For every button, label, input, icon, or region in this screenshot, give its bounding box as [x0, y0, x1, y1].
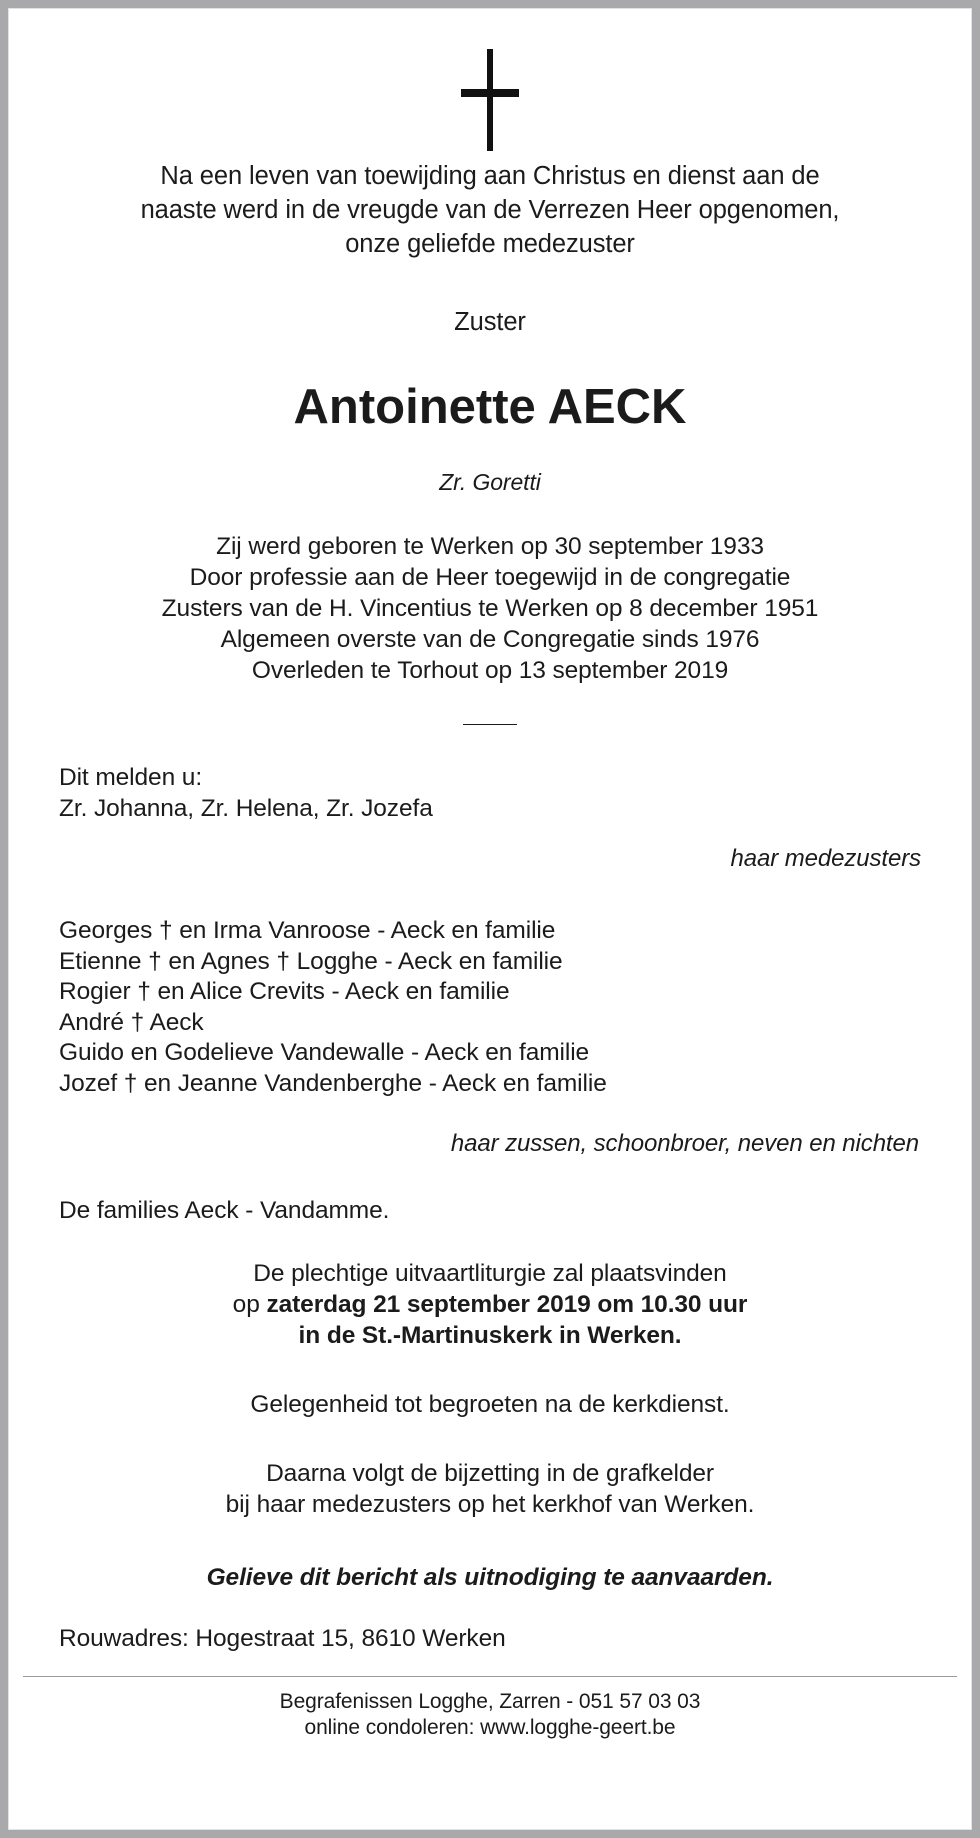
intro-line-3: onze geliefde medezuster [345, 230, 635, 258]
divider-rule [463, 724, 517, 725]
greeting-note: Gelegenheid tot begroeten na de kerkdienst. [250, 1391, 730, 1418]
intro-paragraph [59, 159, 921, 261]
family-member-3: Rogier † en Alice Crevits - Aeck en familie [59, 978, 510, 1005]
funeral-home-footer [9, 1689, 971, 1741]
mourning-address: Rouwadres: Hogestraat 15, 8610 Werken [59, 1625, 506, 1652]
biography-line-5: Overleden te Torhout op 13 september 2019 [251, 657, 729, 684]
condolence-website: online condoleren: www.logghe-geert.be [304, 1716, 676, 1739]
announcement-heading: Dit melden u: [59, 764, 203, 791]
deceased-name: Antoinette AECK [293, 380, 687, 434]
family-members-block [59, 916, 921, 1099]
burial-note [59, 1458, 921, 1520]
announcement-sisters: Zr. Johanna, Zr. Helena, Zr. Jozefa [59, 795, 433, 822]
families-line: De families Aeck - Vandamme. [59, 1197, 390, 1224]
service-location: in de St.-Martinuskerk in Werken. [298, 1322, 682, 1349]
footer-separator [23, 1676, 957, 1677]
family-attribution: haar zussen, schoonbroer, neven en nichten [450, 1130, 919, 1157]
notice-body [9, 159, 971, 1654]
cross-symbol-area [9, 9, 971, 159]
cross-vertical-bar [487, 49, 493, 151]
service-line-1: De plechtige uitvaartliturgie zal plaatsvinden [253, 1260, 727, 1287]
announcement-block [59, 762, 921, 824]
latin-cross-icon [461, 49, 519, 151]
biography-line-4: Algemeen overste van de Congregatie sinds 1976 [220, 626, 760, 653]
invitation-note: Gelieve dit bericht als uitnodiging te aanvaarden. [206, 1564, 774, 1591]
funeral-home-contact: Begrafenissen Logghe, Zarren - 051 57 03 03 [279, 1690, 701, 1713]
biography-line-3: Zusters van de H. Vincentius te Werken op 8 december 1951 [161, 595, 819, 622]
service-line-2-prefix: op [232, 1291, 267, 1318]
burial-line-1: Daarna volgt de bijzetting in de grafkelder [266, 1460, 714, 1487]
biography-block [59, 531, 921, 686]
intro-line-2: naaste werd in de vreugde van de Verrezen Heer opgenomen, [140, 196, 840, 224]
service-date-time: zaterdag 21 september 2019 om 10.30 uur [266, 1291, 748, 1318]
family-member-5: Guido en Godelieve Vandewalle - Aeck en familie [59, 1039, 590, 1066]
family-member-6: Jozef † en Jeanne Vandenberghe - Aeck en familie [59, 1069, 607, 1097]
divider [59, 712, 921, 730]
cross-horizontal-bar [461, 89, 519, 97]
biography-line-2: Door professie aan de Heer toegewijd in de congregatie [189, 564, 791, 591]
intro-line-1: Na een leven van toewijding aan Christus en dienst aan de [160, 162, 820, 190]
service-details [59, 1258, 921, 1351]
deceased-title: Zuster [454, 308, 526, 336]
family-member-1: Georges † en Irma Vanroose - Aeck en familie [59, 917, 556, 944]
announcement-attribution: haar medezusters [730, 845, 921, 872]
biography-line-1: Zij werd geboren te Werken op 30 september 1933 [216, 533, 764, 560]
religious-name: Zr. Goretti [439, 469, 541, 495]
family-member-4: André † Aeck [59, 1008, 204, 1036]
death-notice-card [8, 8, 972, 1830]
family-member-2: Etienne † en Agnes † Logghe - Aeck en familie [59, 947, 563, 975]
burial-line-2: bij haar medezusters op het kerkhof van Werken. [225, 1491, 755, 1518]
